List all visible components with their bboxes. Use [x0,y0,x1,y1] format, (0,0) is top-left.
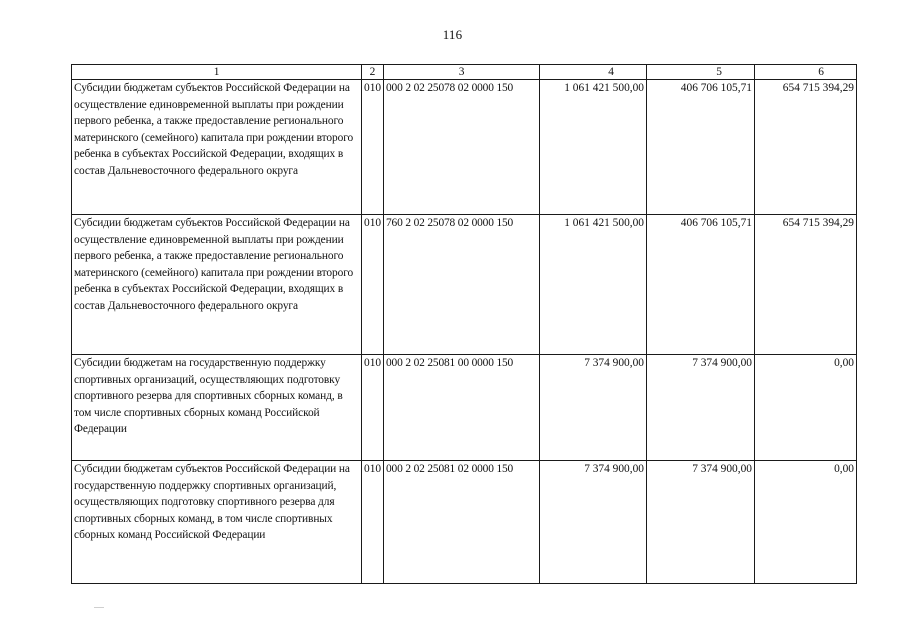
row-name: Субсидии бюджетам субъектов Российской Федерации на осуществление единовременной выплаты при рождении первого ребенка, а также предоставление регионального материнского (семейного) капитала при рождении второго ребенка в субъектах Российской Федерации, входящих в состав Дальневосточного федерального округа [72,215,362,355]
header-col-3: 3 [384,65,540,80]
row-col6-value: 654 715 394,29 [755,80,857,215]
row-col5-value: 7 374 900,00 [647,461,755,584]
row-budget-code: 000 2 02 25078 02 0000 150 [384,80,540,215]
header-col-5: 5 [647,65,755,80]
row-col6-value: 654 715 394,29 [755,215,857,355]
row-col4-value: 7 374 900,00 [540,461,647,584]
table-header-row [72,65,857,80]
row-col5-value: 406 706 105,71 [647,215,755,355]
row-admin-code: 010 [362,215,384,355]
row-budget-code: 000 2 02 25081 02 0000 150 [384,461,540,584]
table-row [72,461,857,584]
row-col5-value: 406 706 105,71 [647,80,755,215]
row-col5-value: 7 374 900,00 [647,355,755,461]
row-col4-value: 1 061 421 500,00 [540,80,647,215]
scan-artifact [94,607,104,608]
header-col-6: 6 [755,65,857,80]
row-admin-code: 010 [362,461,384,584]
budget-table [71,64,857,584]
page-number: 116 [442,27,463,42]
table-row [72,355,857,461]
row-col6-value: 0,00 [755,355,857,461]
row-name: Субсидии бюджетам субъектов Российской Федерации на осуществление единовременной выплаты при рождении первого ребенка, а также предоставление регионального материнского (семейного) капитала при рождении второго ребенка в субъектах Российской Федерации, входящих в состав Дальневосточного федерального округа [72,80,362,215]
row-budget-code: 000 2 02 25081 00 0000 150 [384,355,540,461]
row-budget-code: 760 2 02 25078 02 0000 150 [384,215,540,355]
table-row [72,215,857,355]
row-col4-value: 7 374 900,00 [540,355,647,461]
row-admin-code: 010 [362,80,384,215]
row-col4-value: 1 061 421 500,00 [540,215,647,355]
row-admin-code: 010 [362,355,384,461]
row-name: Субсидии бюджетам субъектов Российской Федерации на государственную поддержку спортивных организаций, осуществляющих подготовку спортивного резерва для спортивных сборных команд, в том числе спортивных сборных команд Российской Федерации [72,461,362,584]
row-name: Субсидии бюджетам на государственную поддержку спортивных организаций, осуществляющих подготовку спортивного резерва для спортивных сборных команд, в том числе спортивных сборных команд Российской Федерации [72,355,362,461]
header-col-1: 1 [72,65,362,80]
row-col6-value: 0,00 [755,461,857,584]
header-col-2: 2 [362,65,384,80]
table-row [72,80,857,215]
header-col-4: 4 [540,65,647,80]
